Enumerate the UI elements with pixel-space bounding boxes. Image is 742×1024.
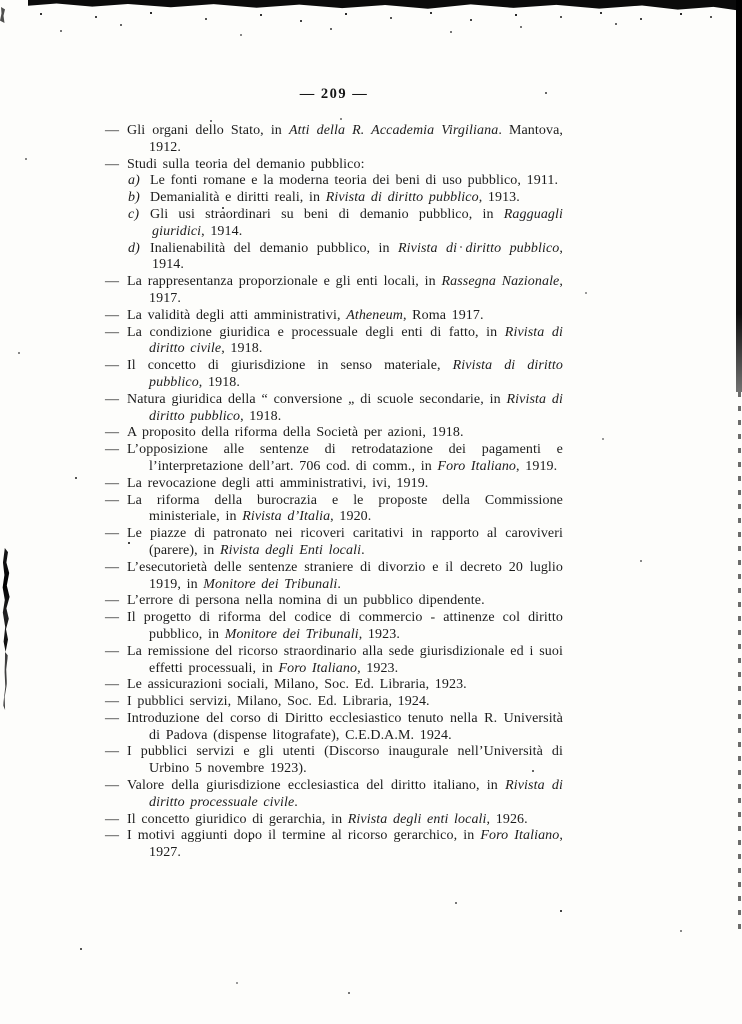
entry-text: , 1917. bbox=[149, 274, 563, 306]
bibliography-entry bbox=[105, 493, 563, 527]
entry-journal-title: Atheneum bbox=[346, 307, 403, 323]
entry-marker: — bbox=[105, 778, 120, 794]
entry-text: Inalienabilità del demanio pubblico, in bbox=[150, 240, 399, 256]
entry-marker: — bbox=[105, 593, 120, 609]
bibliography-entry bbox=[105, 778, 563, 812]
entry-journal-title: Rivista di diritto civile bbox=[149, 324, 563, 357]
entry-journal-title: Rivista di diritto pubblico bbox=[325, 190, 479, 206]
entry-journal-title: Ragguagli giuridici bbox=[152, 206, 563, 239]
entry-text: , 1919. bbox=[516, 458, 558, 474]
entry-text: La validità degli atti amministrativi, bbox=[127, 307, 347, 323]
entry-marker: — bbox=[105, 442, 120, 458]
entry-journal-title: Rivista di diritto pubblico bbox=[149, 391, 563, 424]
entry-text: . bbox=[294, 794, 298, 810]
entry-text: L’opposizione alle sentenze di retrodatazione dei pagamenti e l’interpretazione dell’art. 706 cod. di comm., in bbox=[127, 442, 563, 474]
entry-text: Il progetto di riforma del codice di commercio - attinenze col diritto pubblico, in bbox=[127, 610, 563, 642]
entry-text: Gli usi straordinari su beni di demanio pubblico, in bbox=[150, 206, 504, 222]
entry-marker: — bbox=[105, 828, 120, 844]
entry-marker: — bbox=[105, 744, 120, 760]
entry-text: La rappresentanza proporzionale e gli enti locali, in bbox=[127, 274, 442, 290]
bibliography-subentry bbox=[128, 173, 563, 190]
bibliography-entry bbox=[105, 644, 563, 678]
entry-text: , 1918. bbox=[240, 408, 282, 424]
bibliography-entry bbox=[105, 157, 563, 174]
right-scan-edge-dots bbox=[738, 392, 741, 937]
bibliography-entry bbox=[105, 828, 563, 862]
entry-text: Il concetto di giurisdizione in senso materiale, bbox=[127, 358, 453, 374]
entry-marker: — bbox=[105, 811, 120, 827]
top-left-corner-mark bbox=[0, 7, 5, 23]
entry-marker: a) bbox=[128, 173, 140, 189]
entry-marker: b) bbox=[128, 190, 140, 206]
bibliography-entry bbox=[105, 442, 563, 476]
paper-noise-specks bbox=[0, 0, 2, 2]
bibliography-subentry bbox=[128, 190, 563, 207]
entry-text: La condizione giuridica e processuale degli enti di fatto, in bbox=[127, 324, 505, 340]
left-ink-smudge-tail bbox=[3, 652, 8, 710]
bibliography-entry bbox=[105, 744, 563, 778]
entry-text: Le piazze di patronato nei ricoveri caritativi in rapporto al caroviveri (parere), in bbox=[127, 526, 563, 558]
bibliography-entry bbox=[105, 610, 563, 644]
bibliography-list bbox=[105, 123, 563, 862]
entry-marker: — bbox=[105, 123, 120, 138]
bibliography-entry bbox=[105, 392, 563, 426]
entry-marker: — bbox=[105, 156, 120, 172]
right-scan-edge bbox=[736, 0, 742, 392]
entry-text: Introduzione del corso di Diritto ecclesiastico tenuto nella R. Università di Padova (dispense litografate), C.E.D.A.M. 1924. bbox=[127, 710, 563, 743]
entry-text: , 1923. bbox=[357, 660, 399, 676]
entry-marker: — bbox=[105, 694, 120, 710]
entry-text: , 1914. bbox=[152, 240, 563, 273]
bibliography-entry bbox=[105, 123, 563, 157]
entry-marker: — bbox=[105, 307, 120, 323]
bibliography-entry bbox=[105, 812, 563, 829]
entry-marker: — bbox=[105, 559, 120, 575]
entry-marker: d) bbox=[128, 240, 140, 256]
entry-journal-title: Foro Italiano bbox=[437, 458, 517, 474]
entry-text: Le fonti romane e la moderna teoria dei beni di uso pubblico, 1911. bbox=[150, 173, 559, 189]
entry-text: A proposito della riforma della Società per azioni, 1918. bbox=[127, 425, 464, 441]
entry-marker: — bbox=[105, 391, 120, 407]
entry-text: La riforma della burocrazia e le proposte della Commissione ministeriale, in bbox=[127, 492, 563, 525]
entry-text: , 1927. bbox=[149, 828, 563, 861]
entry-marker: — bbox=[105, 475, 120, 491]
bibliography-entry bbox=[105, 476, 563, 493]
entry-text: , 1913. bbox=[478, 190, 520, 206]
bibliography-entry bbox=[105, 526, 563, 560]
left-ink-smudge bbox=[2, 548, 10, 652]
entry-text: La remissione del ricorso straordinario alla sede giurisdizionale ed i suoi effetti processuali, in bbox=[127, 643, 563, 676]
page-number-header: — 209 — bbox=[299, 86, 369, 102]
entry-journal-title: Foro Italiano bbox=[480, 828, 560, 844]
entry-journal-title: Rivista degli enti locali bbox=[347, 811, 487, 827]
entry-journal-title: Rivista degli Enti locali bbox=[219, 542, 362, 558]
entry-journal-title: Rivista di diritto pubblico bbox=[398, 240, 560, 256]
top-scan-edge bbox=[28, 0, 742, 11]
entry-journal-title: Rivista d’Italia bbox=[242, 509, 331, 525]
bibliography-subentry bbox=[128, 207, 563, 241]
bibliography-subentry bbox=[128, 241, 563, 275]
entry-journal-title: Rassegna Nazionale bbox=[441, 274, 560, 290]
entry-text: L’esecutorietà delle sentenze straniere di divorzio e il decreto 20 luglio 1919, in bbox=[127, 559, 563, 592]
bibliography-entry bbox=[105, 325, 563, 359]
bibliography-entry bbox=[105, 593, 563, 610]
entry-text: Le assicurazioni sociali, Milano, Soc. Ed. Libraria, 1923. bbox=[127, 677, 467, 693]
entry-marker: — bbox=[105, 358, 120, 374]
entry-marker: — bbox=[105, 324, 120, 340]
entry-text: L’errore di persona nella nomina di un pubblico dipendente. bbox=[127, 593, 485, 609]
entry-text: Demanialità e diritti reali, in bbox=[150, 190, 326, 206]
entry-text: , 1918. bbox=[198, 374, 240, 390]
entry-text: Gli organi dello Stato, in bbox=[127, 123, 289, 138]
entry-text: Valore della giurisdizione ecclesiastica del diritto italiano, in bbox=[127, 778, 506, 794]
entry-marker: — bbox=[105, 610, 120, 626]
entry-marker: — bbox=[105, 492, 120, 508]
bibliography-entry bbox=[105, 274, 563, 308]
entry-text: . bbox=[361, 542, 365, 558]
entry-text: Il concetto giuridico di gerarchia, in bbox=[127, 811, 348, 827]
entry-journal-title: Rivista di diritto processuale civile bbox=[149, 778, 563, 810]
entry-marker: — bbox=[105, 710, 120, 726]
entry-marker: — bbox=[105, 425, 120, 441]
entry-text: . bbox=[337, 576, 341, 592]
entry-text: , Roma 1917. bbox=[402, 307, 484, 323]
entry-text: Studi sulla teoria del demanio pubblico: bbox=[127, 156, 365, 172]
entry-text: I motivi aggiunti dopo il termine al ricorso gerarchico, in bbox=[127, 828, 481, 844]
entry-text: I pubblici servizi, Milano, Soc. Ed. Libraria, 1924. bbox=[127, 694, 430, 710]
entry-marker: — bbox=[105, 526, 120, 542]
entry-journal-title: Rivista di diritto pubblico bbox=[149, 358, 563, 390]
entry-text: , 1923. bbox=[358, 626, 400, 642]
bibliography-entry bbox=[105, 711, 563, 745]
entry-text: , 1920. bbox=[330, 509, 372, 525]
bibliography-entry bbox=[105, 677, 563, 694]
bibliography-entry bbox=[105, 694, 563, 711]
entry-journal-title: Monitore dei Tribunali bbox=[203, 576, 338, 592]
entry-text: Natura giuridica della “ conversione „ di scuole secondarie, in bbox=[127, 391, 507, 407]
bibliography-entry bbox=[105, 358, 563, 392]
entry-text: , 1914. bbox=[201, 223, 243, 239]
bibliography-entry bbox=[105, 425, 563, 442]
entry-journal-title: Monitore dei Tribunali bbox=[224, 626, 359, 642]
entry-marker: c) bbox=[128, 206, 140, 222]
entry-text: , 1926. bbox=[486, 811, 528, 827]
entry-marker: — bbox=[105, 274, 120, 290]
entry-text: . Mantova, 1912. bbox=[149, 123, 564, 155]
entry-text: I pubblici servizi e gli utenti (Discorso inaugurale nell’Università di Urbino 5 novembre 1923). bbox=[127, 744, 563, 777]
entry-text: , 1918. bbox=[221, 341, 263, 357]
entry-text: La revocazione degli atti amministrativi, ivi, 1919. bbox=[127, 475, 429, 491]
entry-journal-title: Foro Italiano bbox=[278, 660, 358, 676]
entry-journal-title: Atti della R. Accademia Virgiliana bbox=[288, 123, 499, 138]
entry-marker: — bbox=[105, 677, 120, 693]
bibliography-entry bbox=[105, 308, 563, 325]
entry-marker: — bbox=[105, 643, 120, 659]
text-block bbox=[105, 86, 563, 862]
bibliography-entry bbox=[105, 560, 563, 594]
